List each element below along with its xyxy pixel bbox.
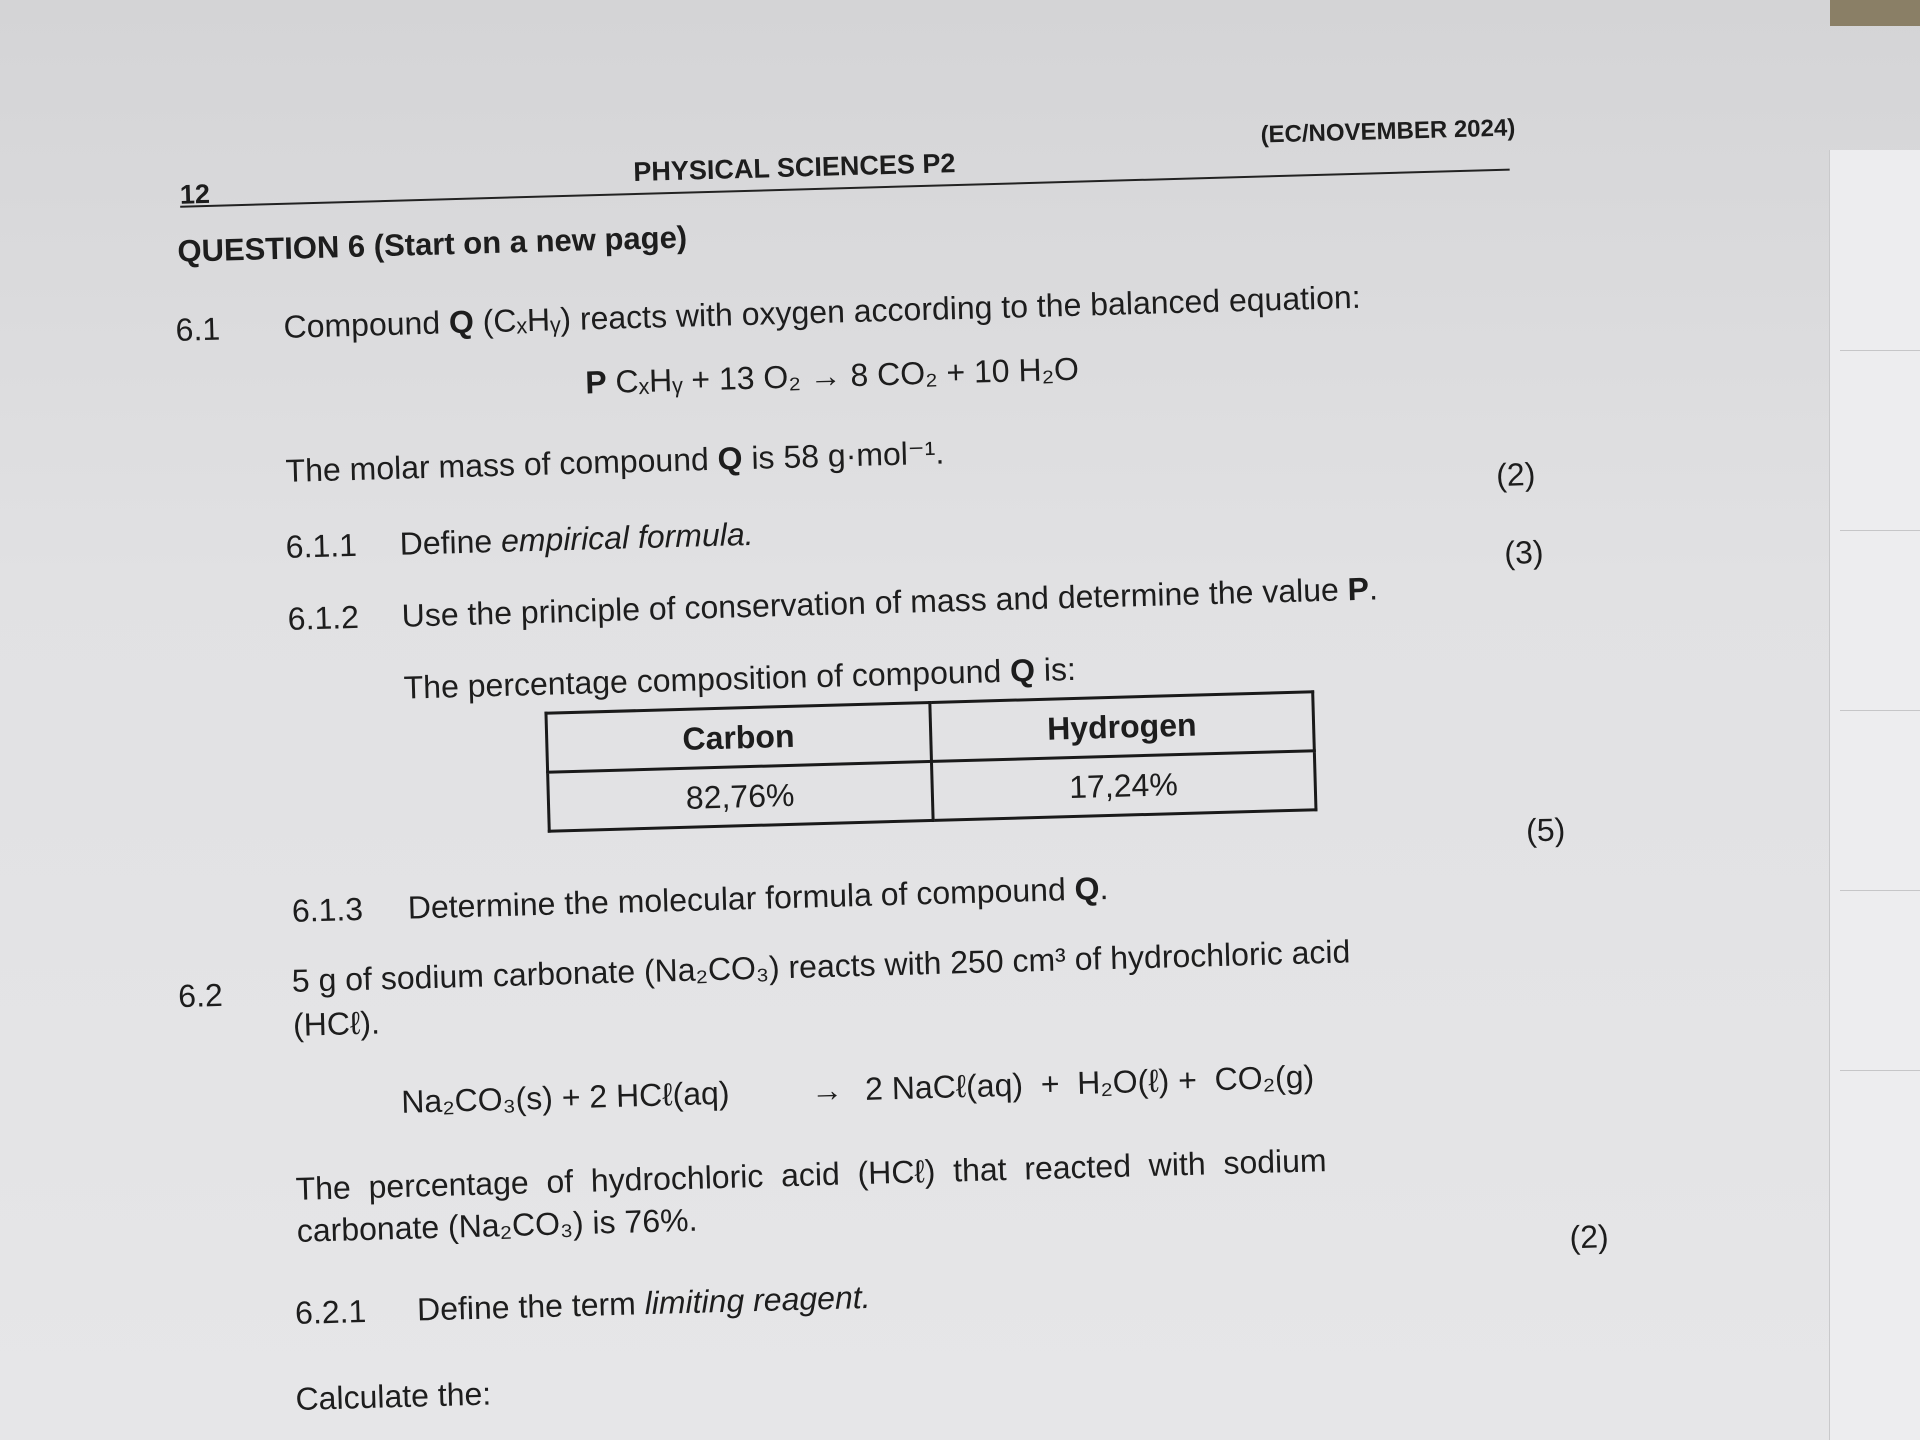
q6-2-stem-line1: 5 g of sodium carbonate (Na₂CO₃) reacts with 250 cm³ of hydrochloric acid [291,933,1351,999]
q6-2-stem-line2: (HCℓ). [292,1004,381,1043]
q6-2-equation-arrow: → [810,1071,844,1109]
exam-session: (EC/NOVEMBER 2024) [1260,114,1516,149]
q6-1-2-marks: (3) [1503,533,1544,571]
q6-1-3-text: Determine the molecular formula of compound Q. [407,870,1109,926]
page-number: 12 [179,178,211,210]
question-title: QUESTION 6 (Start on a new page) [176,219,688,269]
q6-1-3-marks: (5) [1525,811,1566,849]
q6-2-1-marks: (2) [1569,1218,1610,1256]
q6-2-equation-reactants: Na₂CO₃(s) + 2 HCℓ(aq) [400,1074,730,1120]
value-carbon: 82,76% [548,761,933,831]
q6-2-number: 6.2 [177,976,224,1015]
q6-1-3-number: 6.1.3 [291,890,364,929]
subject-title: PHYSICAL SCIENCES P2 [632,148,956,188]
q6-1-2-number: 6.1.2 [287,598,360,637]
composition-table [544,690,1317,832]
q6-1-2-text: Use the principle of conservation of mass and determine the value P. [401,570,1379,634]
composition-intro: The percentage composition of compound Q is: [403,650,1077,706]
calculate-label: Calculate the: [295,1375,492,1417]
q6-1-1-marks: (2) [1495,455,1536,494]
q6-2-percentage-line1: The percentage of hydrochloric acid (HCℓ) that reacted with sodium [295,1142,1328,1207]
q6-2-1-text: Define the term limiting reagent. [416,1278,871,1328]
q6-1-molar-mass: The molar mass of compound Q is 58 g·mol⁻¹. [285,434,945,489]
q6-2-1-number: 6.2.1 [294,1292,367,1331]
q6-2-percentage-line2: carbonate (Na₂CO₃) is 76%. [296,1201,698,1249]
value-hydrogen: 17,24% [931,751,1316,821]
q6-1-1-number: 6.1.1 [285,526,358,565]
q6-1-equation: P CₓHᵧ + 13 O₂ → 8 CO₂ + 10 H₂O [584,350,1080,401]
q6-2-equation-products: 2 NaCℓ(aq) + H₂O(ℓ) + CO₂(g) [864,1058,1315,1107]
q6-1-1-text: Define empirical formula. [399,515,754,562]
q6-1-stem: Compound Q (CₓHᵧ) reacts with oxygen according to the balanced equation: [283,278,1362,345]
header-hydrogen: Hydrogen [929,692,1314,762]
q6-1-number: 6.1 [175,310,221,348]
header-carbon: Carbon [546,702,931,772]
